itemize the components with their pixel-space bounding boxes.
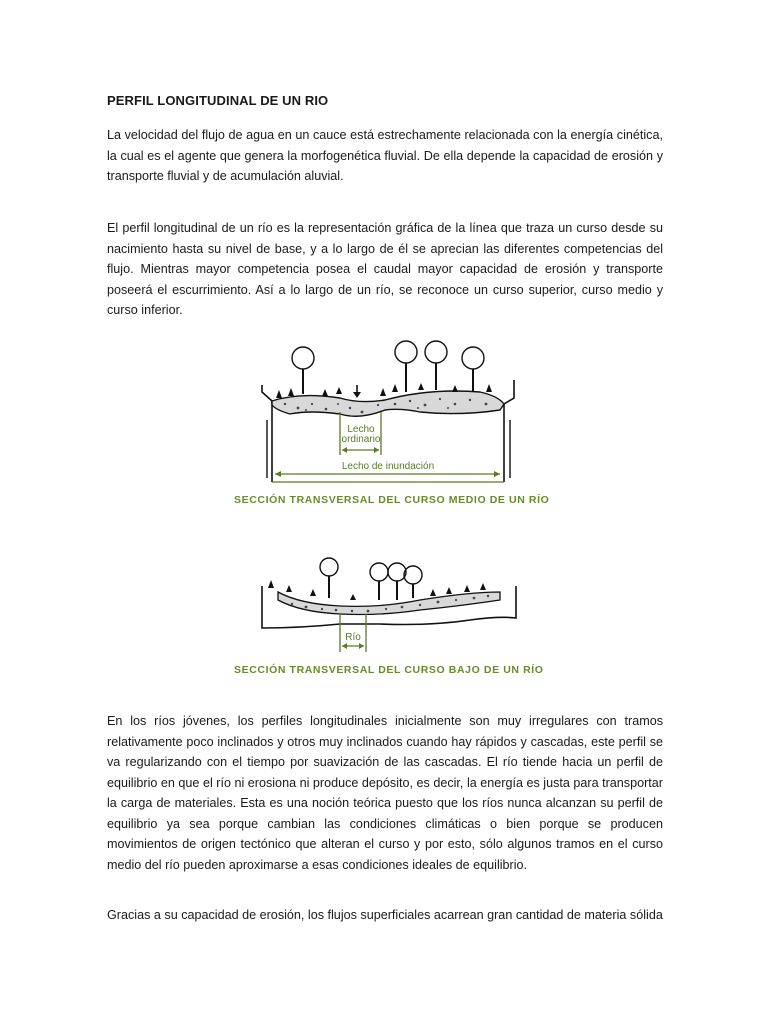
paragraph-rios-jovenes: En los ríos jóvenes, los perfiles longitudinales inicialmente son muy irregulares con tramos relativamente poco inclinados y otros muy inclinados cuando hay rápidos y cascadas, este perfil se va regularizando con el tiempo por suavización de las cascadas. El río tiende hacia un perfil de equilibrio en que el río ni erosiona ni produce depósito, es decir, la energía es justa para transportar la carga de materiales. Esta es una noción teórica puesto que los ríos nunca alcanzan su perfil de equilibrio ya sea porque cambian las condiciones climáticas o bien porque se producen movimientos de origen tectónico que alteran el curso y por esto, sólo algunos tramos en el curso medio del río pueden aproximarse a esas condiciones ideales de equilibrio. [107, 714, 663, 872]
label-lecho: Lecho [347, 424, 375, 435]
paragraph-capacidad-erosion: Gracias a su capacidad de erosión, los flujos superficiales acarrean gran cantidad de materia sólida [107, 908, 663, 922]
caption-curso-bajo: SECCIÓN TRANSVERSAL DEL CURSO BAJO DE UN RÍO [234, 664, 544, 676]
label-lecho-inundacion: Lecho de inundación [341, 461, 435, 472]
label-ordinario: ordinario [341, 434, 381, 445]
paragraph-perfil: El perfil longitudinal de un río es la representación gráfica de la línea que traza un curso desde su nacimiento hasta su nivel de base, y a lo largo de él se aprecian las diferentes competencias del flujo. Mientras mayor competencia posea el caudal mayor capacidad de erosión y transporte poseerá el escurrimiento. Así a lo largo de un río, se reconoce un curso superior, curso medio y curso inferior. [107, 221, 663, 317]
label-rio: Río [345, 632, 361, 643]
paragraph-velocidad: La velocidad del flujo de agua en un cauce está estrechamente relacionada con la energía cinética, la cual es el agente que genera la morfogenética fluvial. De ella depende la capacidad de erosión y transporte fluvial y de acumulación aluvial. [107, 128, 663, 183]
caption-curso-medio: SECCIÓN TRANSVERSAL DEL CURSO MEDIO DE UN RÍO [234, 494, 550, 506]
document-title: PERFIL LONGITUDINAL DE UN RIO [107, 93, 329, 108]
